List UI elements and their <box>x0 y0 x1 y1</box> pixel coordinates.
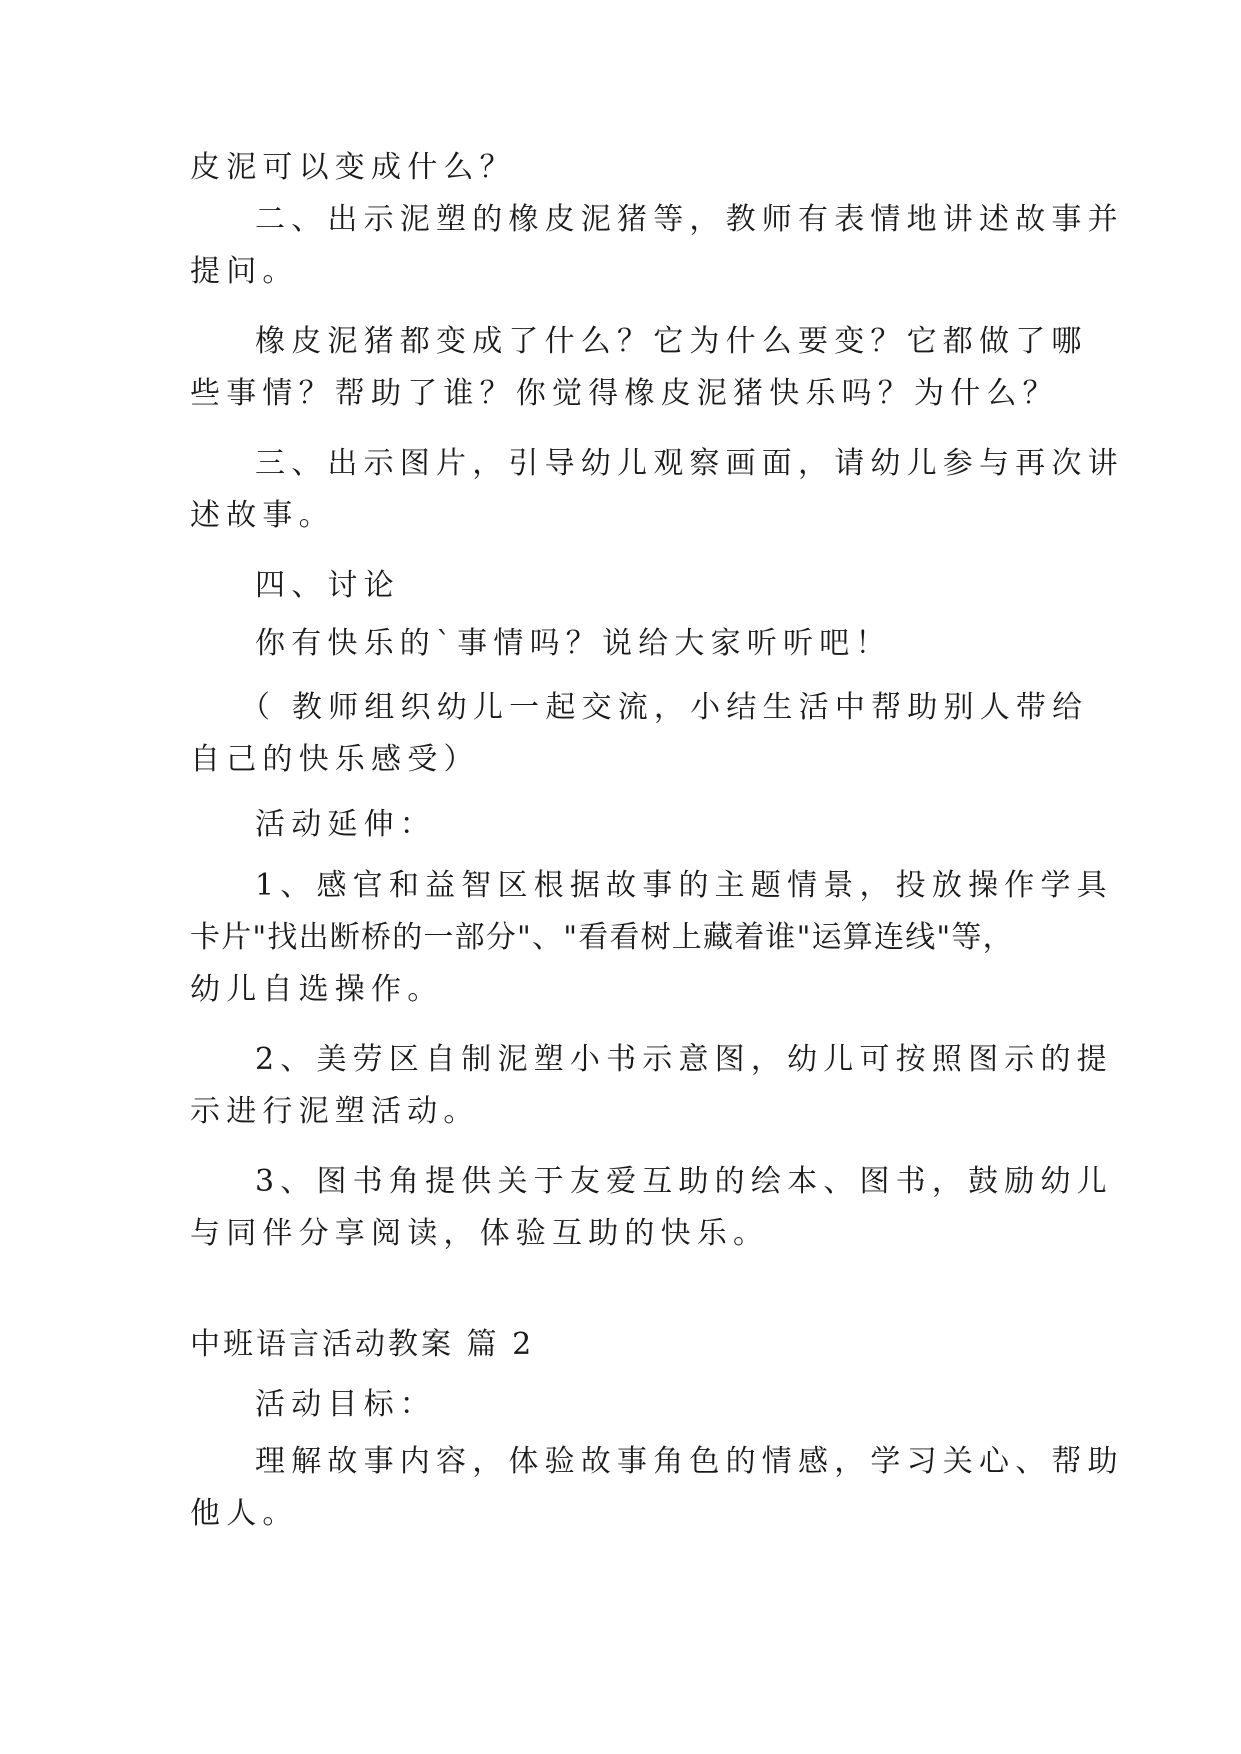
text-line: 二、出示泥塑的橡皮泥猪等，教师有表情地讲述故事并 <box>255 202 1124 237</box>
text-line: 卡片"找出断桥的一部分"、"看看树上藏着谁"运算连线"等， <box>190 920 1014 955</box>
text-line: 三、出示图片，引导幼儿观察画面，请幼儿参与再次讲 <box>255 446 1124 481</box>
text-line: 橡皮泥猪都变成了什么？它为什么要变？它都做了哪 <box>255 324 1088 359</box>
section-heading: 活动目标： <box>255 1387 436 1422</box>
page-title: 中班语言活动教案 篇 2 <box>190 1327 535 1362</box>
text-line: 理解故事内容，体验故事角色的情感，学习关心、帮助 <box>255 1444 1124 1479</box>
text-line: 1、感官和益智区根据故事的主题情景，投放操作学具 <box>255 868 1113 903</box>
section-heading: 四、讨论 <box>255 568 400 603</box>
text-line: （ 教师组织幼儿一起交流，小结生活中帮助别人带给 <box>240 690 1089 725</box>
text-line: 些事情？帮助了谁？你觉得橡皮泥猪快乐吗？为什么？ <box>190 376 1059 411</box>
text-line: 述故事。 <box>190 498 335 533</box>
text-line: 他人。 <box>190 1496 299 1531</box>
text-line: 自己的快乐感受） <box>190 742 480 777</box>
section-heading: 活动延伸： <box>255 807 436 842</box>
text-line: 示进行泥塑活动。 <box>190 1094 480 1129</box>
text-line: 与同伴分享阅读，体验互助的快乐。 <box>190 1216 770 1251</box>
text-line: 2、美劳区自制泥塑小书示意图，幼儿可按照图示的提 <box>255 1042 1113 1077</box>
text-line: 你有快乐的`事情吗？说给大家听听吧！ <box>255 626 892 661</box>
text-line: 皮泥可以变成什么？ <box>190 150 516 185</box>
text-line: 提问。 <box>190 254 299 289</box>
text-line: 3、图书角提供关于友爱互助的绘本、图书，鼓励幼儿 <box>255 1164 1113 1199</box>
text-line: 幼儿自选操作。 <box>190 972 444 1007</box>
